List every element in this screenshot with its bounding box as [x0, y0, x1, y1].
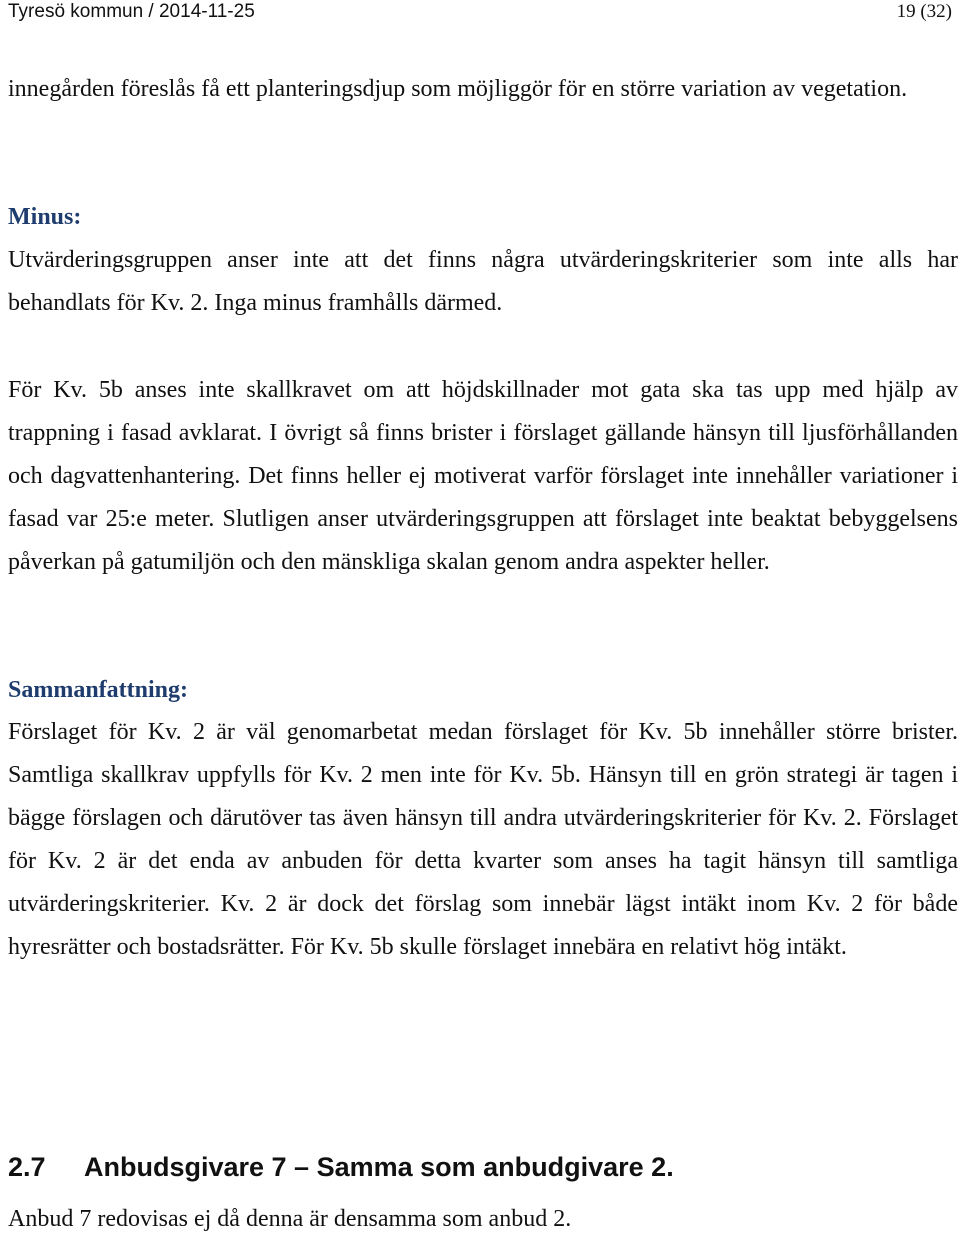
kv5b-paragraph: För Kv. 5b anses inte skallkravet om att höjdskillnader mot gata ska tas upp med hjälp av trappning i fasad avklarat. I övrigt så finns brister i förslaget gällande hänsyn till ljusförhållanden och dagvattenhantering. Det finns heller ej motiverat varför förslaget inte innehåller variationer i fasad var 25:e meter. Slutligen anser utvärderingsgruppen att förslaget inte beaktat bebyggelsens påverkan på gatumiljön och den mänskliga skalan genom andra aspekter heller. [8, 377, 958, 575]
minus-heading: Minus: [8, 204, 82, 230]
header-municipality-date: Tyresö kommun / 2014-11-25 [8, 1, 255, 22]
intro-paragraph: innegården föreslås få ett planteringsdjup som möjliggör för en större variation av vegetation. [8, 76, 908, 102]
section-number: 2.7 [8, 1152, 46, 1182]
section-title: Anbudsgivare 7 – Samma som anbudgivare 2. [84, 1152, 674, 1182]
page-header [8, 0, 952, 24]
section-heading [8, 1146, 674, 1188]
section-paragraph: Anbud 7 redovisas ej då denna är densamma som anbud 2. [8, 1206, 572, 1232]
summary-paragraph: Förslaget för Kv. 2 är väl genomarbetat medan förslaget för Kv. 5b innehåller större brister. Samtliga skallkrav uppfylls för Kv. 2 men inte för Kv. 5b. Hänsyn till en grön strategi är tagen i bägge förslagen och därutöver tas även hänsyn till andra utvärderingskriterier för Kv. 2. Förslaget för Kv. 2 är det enda av anbuden för detta kvarter som anses ha tagit hänsyn till samtliga utvärderingskriterier. Kv. 2 är dock det förslag som innebär lägst intäkt inom Kv. 2 för både hyresrätter och bostadsrätter. För Kv. 5b skulle förslaget innebära en relativt hög intäkt. [8, 719, 958, 960]
minus-paragraph: Utvärderingsgruppen anser inte att det finns några utvärderingskriterier som inte alls har behandlats för Kv. 2. Inga minus framhålls därmed. [8, 247, 958, 316]
summary-heading: Sammanfattning: [8, 677, 189, 703]
page-number: 19 (32) [896, 1, 952, 22]
